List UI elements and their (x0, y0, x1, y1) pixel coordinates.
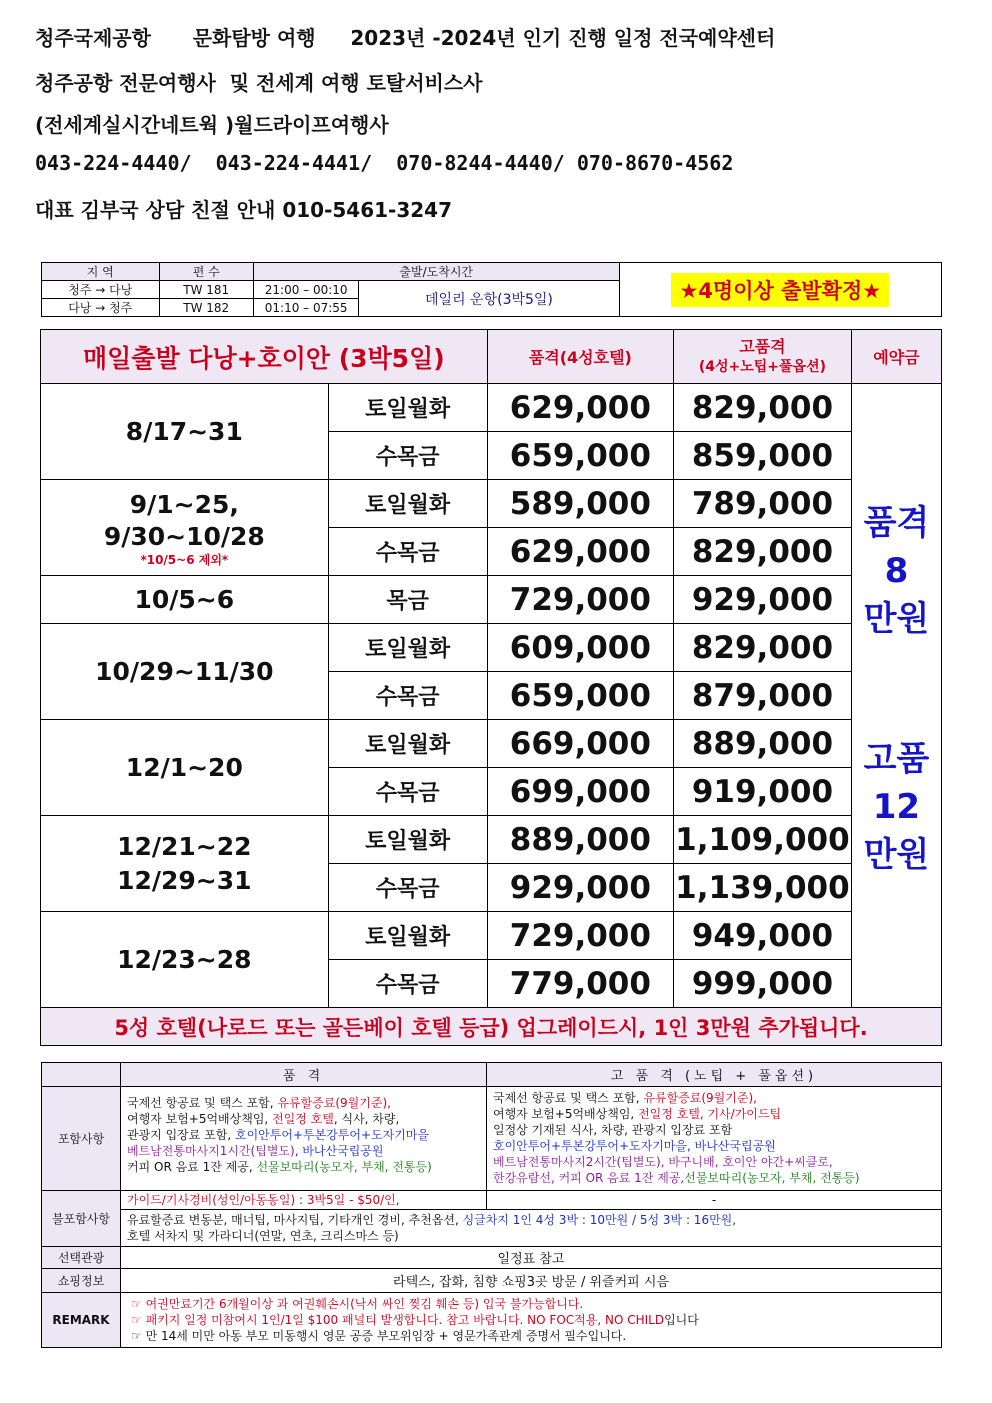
confirm-badge: ★4명이상 출발확정★ (671, 273, 889, 307)
date-range: 12/23~28 (41, 912, 329, 1008)
price-standard: 729,000 (487, 576, 673, 624)
text: 호이안투어+투본강투어+도자기마을 (235, 1128, 429, 1142)
text: 여행자 보험+5억배상책임, (493, 1107, 639, 1121)
price-premium: 829,000 (674, 624, 852, 672)
day-type: 토일월화 (328, 912, 487, 960)
price-standard: 889,000 (487, 816, 673, 864)
col-time: 출발/도착시간 (253, 263, 619, 281)
flight-table (41, 262, 942, 317)
text: 여행자 보험+5억배상책임, (127, 1112, 273, 1126)
date-range (41, 816, 329, 912)
phone-numbers[interactable]: 043-224-4440/ 043-224-4441/ 070-8244-4440/ 070-8670-4562 (35, 151, 734, 175)
table-title: 매일출발 다낭+호이안 (3박5일) (41, 330, 488, 384)
day-type: 수목금 (328, 672, 487, 720)
text: 베트남전통마사지1시간(팁별도) (127, 1144, 295, 1158)
header-line-2: 청주공항 전문여행사 및 전세계 여행 토탈서비스사 (35, 71, 483, 95)
day-type: 토일월화 (328, 624, 487, 672)
text: 전일정 호텔, 기사/가이드팁 (638, 1107, 782, 1121)
info-header-premium: 고 품 격 (노팁 + 풀옵션) (487, 1063, 942, 1087)
date-range-line2: 12/29~31 (117, 865, 252, 895)
col-flight: 편 수 (159, 263, 253, 281)
col-region: 지 역 (42, 263, 160, 281)
included-standard (121, 1087, 487, 1191)
remark-1: ☞ 여권만료기간 6개월이상 과 여권훼손시(낙서 싸인 찢김 훼손 등) 입국 불가능합니다. (131, 1297, 584, 1311)
excluded-premium: - (487, 1191, 942, 1210)
route-2: 다낭 → 청주 (42, 299, 160, 317)
text: 베트남전통마사지2시간(팁별도) (493, 1155, 661, 1169)
route-1: 청주 → 다낭 (42, 281, 160, 299)
price-table (40, 329, 942, 1046)
header-line-1: 청주국제공항 문화탐방 여행 2023년 -2024년 인기 진행 일정 전국예약센터 (35, 26, 776, 50)
info-table (41, 1062, 942, 1348)
text: 유류할증료(9월기준), (643, 1091, 757, 1105)
text: , 바구니배, 호이안 야간+씨클로, (660, 1155, 833, 1169)
day-type: 토일월화 (328, 480, 487, 528)
price-premium: 879,000 (674, 672, 852, 720)
info-header-standard: 품 격 (121, 1063, 487, 1087)
date-range: 10/29~11/30 (41, 624, 329, 720)
deposit-prem-unit: 만원 (863, 835, 930, 875)
deposit-prem-label: 고품 (863, 739, 930, 779)
text: 호이안투어+투본강투어+도자기마을, 바나산국립공원 (493, 1139, 776, 1153)
date-range: 8/17~31 (41, 384, 329, 480)
text: 선물보따리(농모자, 부채, 전통등) (684, 1171, 860, 1185)
date-range: 12/1~20 (41, 720, 329, 816)
excluded-standard: 가이드/기사경비(성인/아동동일) : 3박5일 - $50/인, (121, 1191, 487, 1210)
price-premium: 829,000 (674, 384, 852, 432)
price-standard: 699,000 (487, 768, 673, 816)
day-type: 수목금 (328, 864, 487, 912)
day-type: 토일월화 (328, 720, 487, 768)
day-type: 수목금 (328, 528, 487, 576)
price-premium: 1,139,000 (674, 864, 852, 912)
time-2: 01:10 – 07:55 (253, 299, 358, 317)
flight-1: TW 181 (159, 281, 253, 299)
price-standard: 659,000 (487, 672, 673, 720)
deposit-std-amount: 8 (884, 551, 909, 591)
price-standard: 779,000 (487, 960, 673, 1008)
price-standard: 729,000 (487, 912, 673, 960)
price-premium: 829,000 (674, 528, 852, 576)
price-standard: 659,000 (487, 432, 673, 480)
remark-3: ☞ 만 14세 미만 아동 부모 미동행시 영문 공증 부모위임장 + 영문가족관계 증명서 필수입니다. (131, 1329, 627, 1343)
deposit-std-label: 품격 (863, 503, 930, 543)
date-range-line1: 12/21~22 (117, 831, 252, 861)
price-standard: 589,000 (487, 480, 673, 528)
label-shopping: 쇼핑정보 (42, 1269, 121, 1293)
text: 국제선 항공료 및 택스 포함, (127, 1096, 278, 1110)
day-type: 수목금 (328, 768, 487, 816)
header-line-3: (전세계실시간네트웍 )월드라이프여행사 (35, 113, 389, 137)
text: 커피 OR 음료 1잔 제공, (127, 1160, 257, 1174)
remarks (121, 1293, 942, 1348)
day-type: 토일월화 (328, 816, 487, 864)
date-range (41, 480, 329, 576)
price-premium: 999,000 (674, 960, 852, 1008)
confirm-cell (619, 263, 941, 317)
price-premium: 859,000 (674, 432, 852, 480)
text: 유류할증료(9월기준), (277, 1096, 391, 1110)
date-range-line2: 9/30~10/28 (103, 521, 265, 551)
flight-2: TW 182 (159, 299, 253, 317)
label-remark: REMARK (42, 1293, 121, 1348)
col-deposit: 예약금 (851, 330, 941, 384)
label-included: 포함사항 (42, 1087, 121, 1191)
col-premium-line2: (4성+노팁+풀옵션) (698, 358, 826, 375)
price-premium: 789,000 (674, 480, 852, 528)
optional-tour: 일정표 참고 (121, 1247, 942, 1269)
price-standard: 929,000 (487, 864, 673, 912)
price-premium: 1,109,000 (674, 816, 852, 864)
col-premium (674, 330, 852, 384)
info-corner (42, 1063, 121, 1087)
header-line-5: 대표 김부국 상담 친절 안내 010-5461-3247 (35, 198, 453, 222)
deposit-prem-amount: 12 (872, 787, 921, 827)
shopping-info: 라텍스, 잡화, 침향 쇼핑3곳 방문 / 위즐커피 시음 (121, 1269, 942, 1293)
price-premium: 949,000 (674, 912, 852, 960)
text: 한강유람선, 커피 OR 음료 1잔 제공, (493, 1171, 685, 1185)
text: 선물보따리(농모자, 부채, 전통등) (256, 1160, 432, 1174)
text: 관광지 입장료 포함, (127, 1128, 235, 1142)
date-range: 10/5~6 (41, 576, 329, 624)
price-premium: 889,000 (674, 720, 852, 768)
price-standard: 609,000 (487, 624, 673, 672)
excluded-common (121, 1210, 942, 1247)
col-premium-line1: 고품격 (739, 336, 786, 356)
day-type: 수목금 (328, 432, 487, 480)
price-premium: 929,000 (674, 576, 852, 624)
day-type: 수목금 (328, 960, 487, 1008)
remark-2-end: 입니다 (664, 1313, 699, 1327)
label-optional-tour: 선택관광 (42, 1247, 121, 1269)
price-standard: 669,000 (487, 720, 673, 768)
text: , 식사, 차량, (333, 1112, 400, 1126)
time-1: 21:00 – 00:10 (253, 281, 358, 299)
label-excluded: 불포함사항 (42, 1191, 121, 1247)
included-premium (487, 1087, 942, 1191)
price-standard: 629,000 (487, 528, 673, 576)
text: 호텔 서차지 및 가라디너(연말, 연초, 크리스마스 등) (127, 1229, 399, 1243)
day-type: 목금 (328, 576, 487, 624)
text: 전일정 호텔 (272, 1112, 334, 1126)
price-premium: 919,000 (674, 768, 852, 816)
text: 유료할증료 변동분, 매너팁, 마사지팁, 기타개인 경비, 추천옵션, (127, 1213, 463, 1227)
text: 싱글차지 1인 4성 3박 : 10만원 / 5성 3박 : 16만원, (462, 1213, 737, 1227)
upgrade-notice: 5성 호텔(나로드 또는 골든베이 호텔 등급) 업그레이드시, 1인 3만원 추가됩니다. (41, 1008, 942, 1046)
text: 일정상 기재된 식사, 차량, 관광지 입장료 포함 (493, 1123, 733, 1137)
text: , 바나산국립공원 (294, 1144, 384, 1158)
deposit-std-unit: 만원 (863, 599, 930, 639)
col-standard: 품격(4성호텔) (487, 330, 673, 384)
date-range-line1: 9/1~25, (129, 489, 239, 519)
date-exclusion-note: *10/5~6 제외* (140, 552, 229, 567)
price-standard: 629,000 (487, 384, 673, 432)
daily-operation: 데일리 운항(3박5일) (359, 281, 619, 317)
deposit-cell (851, 384, 941, 1008)
day-type: 토일월화 (328, 384, 487, 432)
text: 국제선 항공료 및 택스 포함, (493, 1091, 644, 1105)
remark-2: ☞ 패키지 일정 미참여시 1인/1일 $100 패널티 발생합니다. 참고 바랍니다. NO FOC적용, NO CHILD (131, 1313, 665, 1327)
